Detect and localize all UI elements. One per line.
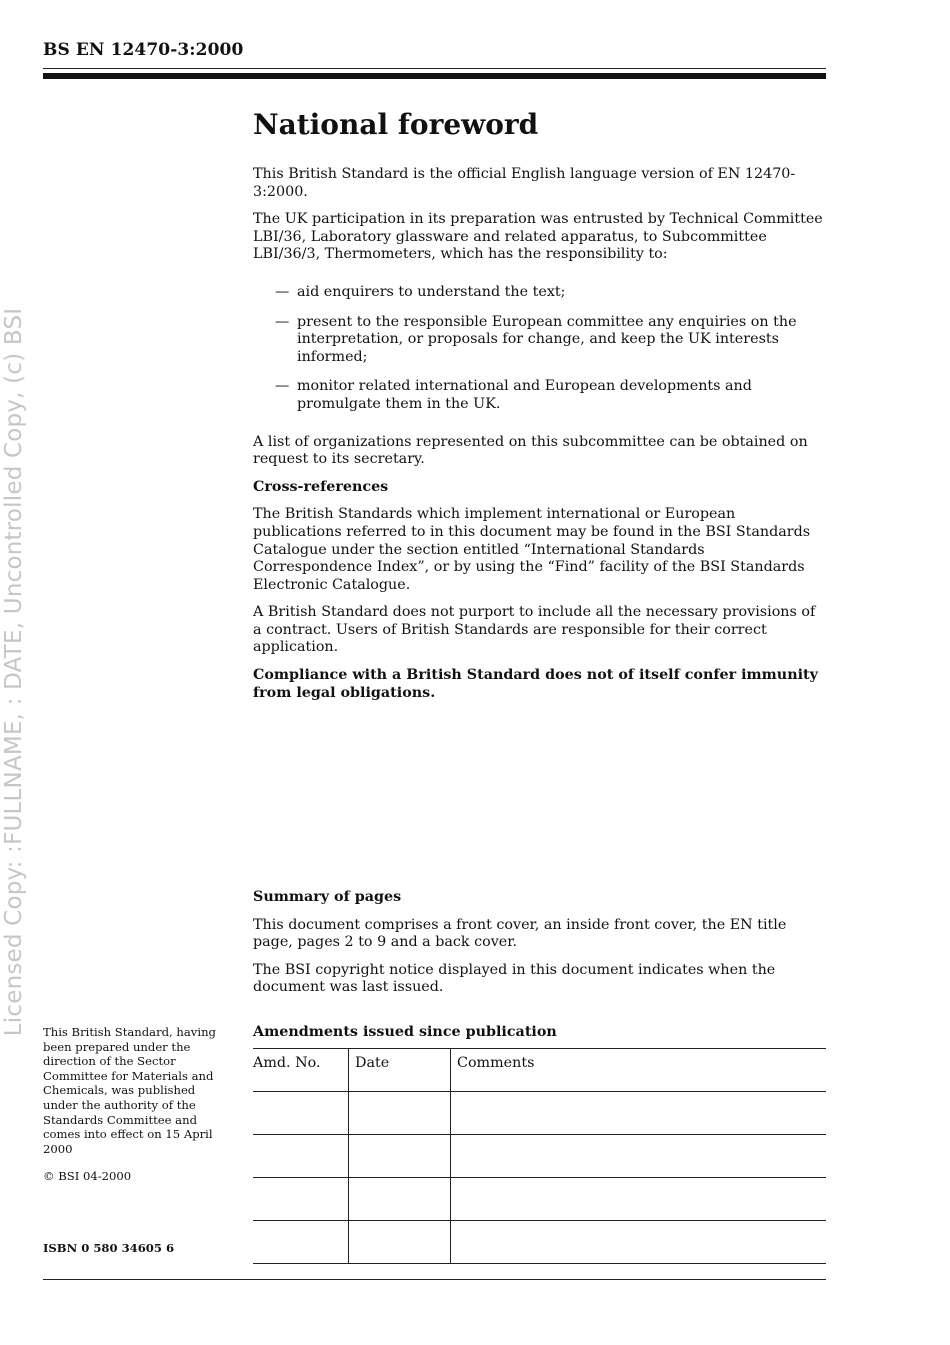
crossref-heading: Cross-references (253, 478, 389, 495)
table-header-row (253, 1049, 826, 1092)
table-cell (451, 1221, 827, 1264)
column-header-date: Date (349, 1049, 451, 1092)
table-cell (253, 1135, 349, 1178)
crossref-paragraph: The British Standards which implement international or European publications referred to in this document may be found in the BSI Standards Catalogue under the section entitled “International Standards Correspondence Index”, or by using the “Find” facility of the BSI Standards Electronic Catalogue. (253, 506, 811, 593)
table-row (253, 1221, 826, 1264)
participation-paragraph: The UK participation in its preparation was entrusted by Technical Committee LBI/36, Laboratory glassware and related apparatus, to Subcommittee LBI/36/3, Thermometers, which has the responsibility to: (253, 211, 823, 263)
dash-marker: — (275, 313, 290, 330)
table-cell (451, 1092, 827, 1135)
table-cell (253, 1178, 349, 1221)
footer-rule (43, 1279, 826, 1280)
foreword-body (253, 166, 826, 712)
table-cell (253, 1092, 349, 1135)
list-item (253, 314, 826, 367)
page-title: National foreword (253, 108, 539, 141)
table-row (253, 1092, 826, 1135)
table-cell (253, 1221, 349, 1264)
summary-pages: This document comprises a front cover, an inside front cover, the EN title page, pages 2 to 9 and a back cover. (253, 916, 787, 951)
table-cell (349, 1178, 451, 1221)
table-cell (451, 1135, 827, 1178)
dash-marker: — (275, 283, 290, 300)
document-code: BS EN 12470-3:2000 (43, 40, 244, 60)
summary-section (253, 889, 826, 1007)
organizations-paragraph: A list of organizations represented on this subcommittee can be obtained on request to its secretary. (253, 433, 808, 468)
copyright-notice: © BSI 04-2000 (43, 1169, 132, 1183)
header-rule-thin (43, 68, 826, 69)
table-cell (451, 1178, 827, 1221)
table-row (253, 1178, 826, 1221)
column-header-amd-no: Amd. No. (253, 1049, 349, 1092)
list-item-text: monitor related international and European developments and promulgate them in the UK. (297, 378, 752, 412)
amendments-table (253, 1048, 826, 1264)
summary-heading: Summary of pages (253, 889, 402, 905)
amendments-heading: Amendments issued since publication (253, 1024, 557, 1040)
dash-marker: — (275, 378, 290, 395)
compliance-paragraph: Compliance with a British Standard does not of itself confer immunity from legal obligations. (253, 667, 818, 701)
table-cell (349, 1092, 451, 1135)
list-item (253, 284, 826, 302)
license-watermark: Licensed Copy: :FULLNAME, : DATE, Uncontrolled Copy, (c) BSI (1, 307, 27, 1037)
column-header-comments: Comments (451, 1049, 827, 1092)
publication-note: This British Standard, having been prepared under the direction of the Sector Committee for Materials and Chemicals, was published under the authority of the Standards Committee and comes into effect on 15 April 2000 (43, 1025, 216, 1156)
list-item-text: present to the responsible European committee any enquiries on the interpretation, or proposals for change, and keep the UK interests informed; (297, 313, 797, 365)
intro-paragraph: This British Standard is the official English language version of EN 12470-3:2000. (253, 166, 796, 200)
summary-copyright: The BSI copyright notice displayed in this document indicates when the document was last issued. (253, 961, 776, 996)
table-cell (349, 1221, 451, 1264)
table-cell (349, 1135, 451, 1178)
contract-paragraph: A British Standard does not purport to include all the necessary provisions of a contract. Users of British Standards are responsible for their correct application. (253, 604, 816, 656)
header-rule-thick (43, 73, 826, 79)
list-item-text: aid enquirers to understand the text; (297, 283, 566, 300)
isbn: ISBN 0 580 34605 6 (43, 1241, 175, 1255)
table-row (253, 1135, 826, 1178)
responsibility-list (253, 284, 826, 414)
list-item (253, 378, 826, 413)
